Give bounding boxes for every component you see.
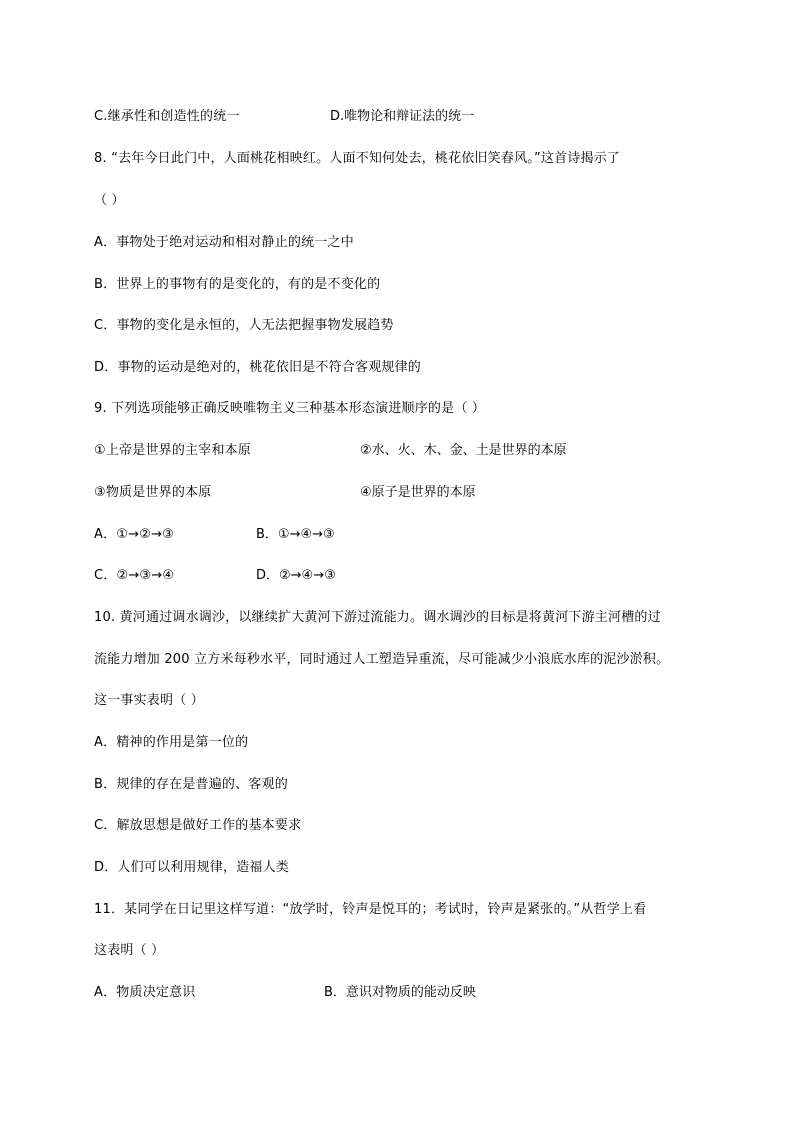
q11-stem-line-2: 这表明（ ） (94, 943, 165, 958)
q8-option-c: C．事物的变化是永恒的，人无法把握事物发展趋势 (94, 318, 394, 333)
q10-stem-line-3: 这一事实表明（ ） (94, 693, 204, 708)
q10-option-d: D．人们可以利用规律，造福人类 (94, 860, 290, 875)
q9-option-c: C．②→③→④ (94, 568, 175, 583)
q10-stem-line-2: 流能力增加 200 立方米每秒水平，同时通过人工塑造异重流，尽可能减少小浪底水库的泥沙淤积。 (94, 652, 670, 667)
q9-statement-2: ②水、火、木、金、土是世界的本原 (360, 443, 567, 458)
q11-option-b: B．意识对物质的能动反映 (324, 985, 476, 1000)
q9-option-a: A．①→②→③ (94, 527, 175, 542)
q8-option-b: B．世界上的事物有的是变化的，有的是不变化的 (94, 277, 381, 292)
q8-option-a: A．事物处于绝对运动和相对静止的统一之中 (94, 235, 354, 250)
q11-option-a: A．物质决定意识 (94, 985, 196, 1000)
q9-stem: 9. 下列选项能够正确反映唯物主义三种基本形态演进顺序的是（ ） (94, 401, 486, 416)
q10-stem-line-1: 10. 黄河通过调水调沙，以继续扩大黄河下游过流能力。调水调沙的目标是将黄河下游主河槽的过 (94, 610, 661, 625)
q8-option-d: D．事物的运动是绝对的，桃花依旧是不符合客观规律的 (94, 360, 422, 375)
q9-statement-4: ④原子是世界的本原 (360, 485, 476, 500)
q9-option-d: D．②→④→③ (256, 568, 336, 583)
q10-option-a: A．精神的作用是第一位的 (94, 735, 249, 750)
q7-option-c: C.继承性和创造性的统一 (94, 109, 240, 124)
q10-option-b: B．规律的存在是普遍的、客观的 (94, 777, 288, 792)
q10-option-c: C．解放思想是做好工作的基本要求 (94, 818, 302, 833)
q7-option-d: D.唯物论和辩证法的统一 (330, 109, 475, 124)
q9-option-b: B．①→④→③ (256, 527, 335, 542)
q8-answer-blank: （ ） (94, 193, 125, 208)
q9-statement-1: ①上帝是世界的主宰和本原 (94, 443, 252, 458)
q9-statement-3: ③物质是世界的本原 (94, 485, 212, 500)
q8-stem: 8. “去年今日此门中，人面桃花相映红。人面不知何处去，桃花依旧笑春风。”这首诗揭示了 (94, 151, 621, 166)
q11-stem-line-1: 11．某同学在日记里这样写道：“放学时，铃声是悦耳的；考试时，铃声是紧张的。”从哲学上看 (94, 902, 647, 917)
